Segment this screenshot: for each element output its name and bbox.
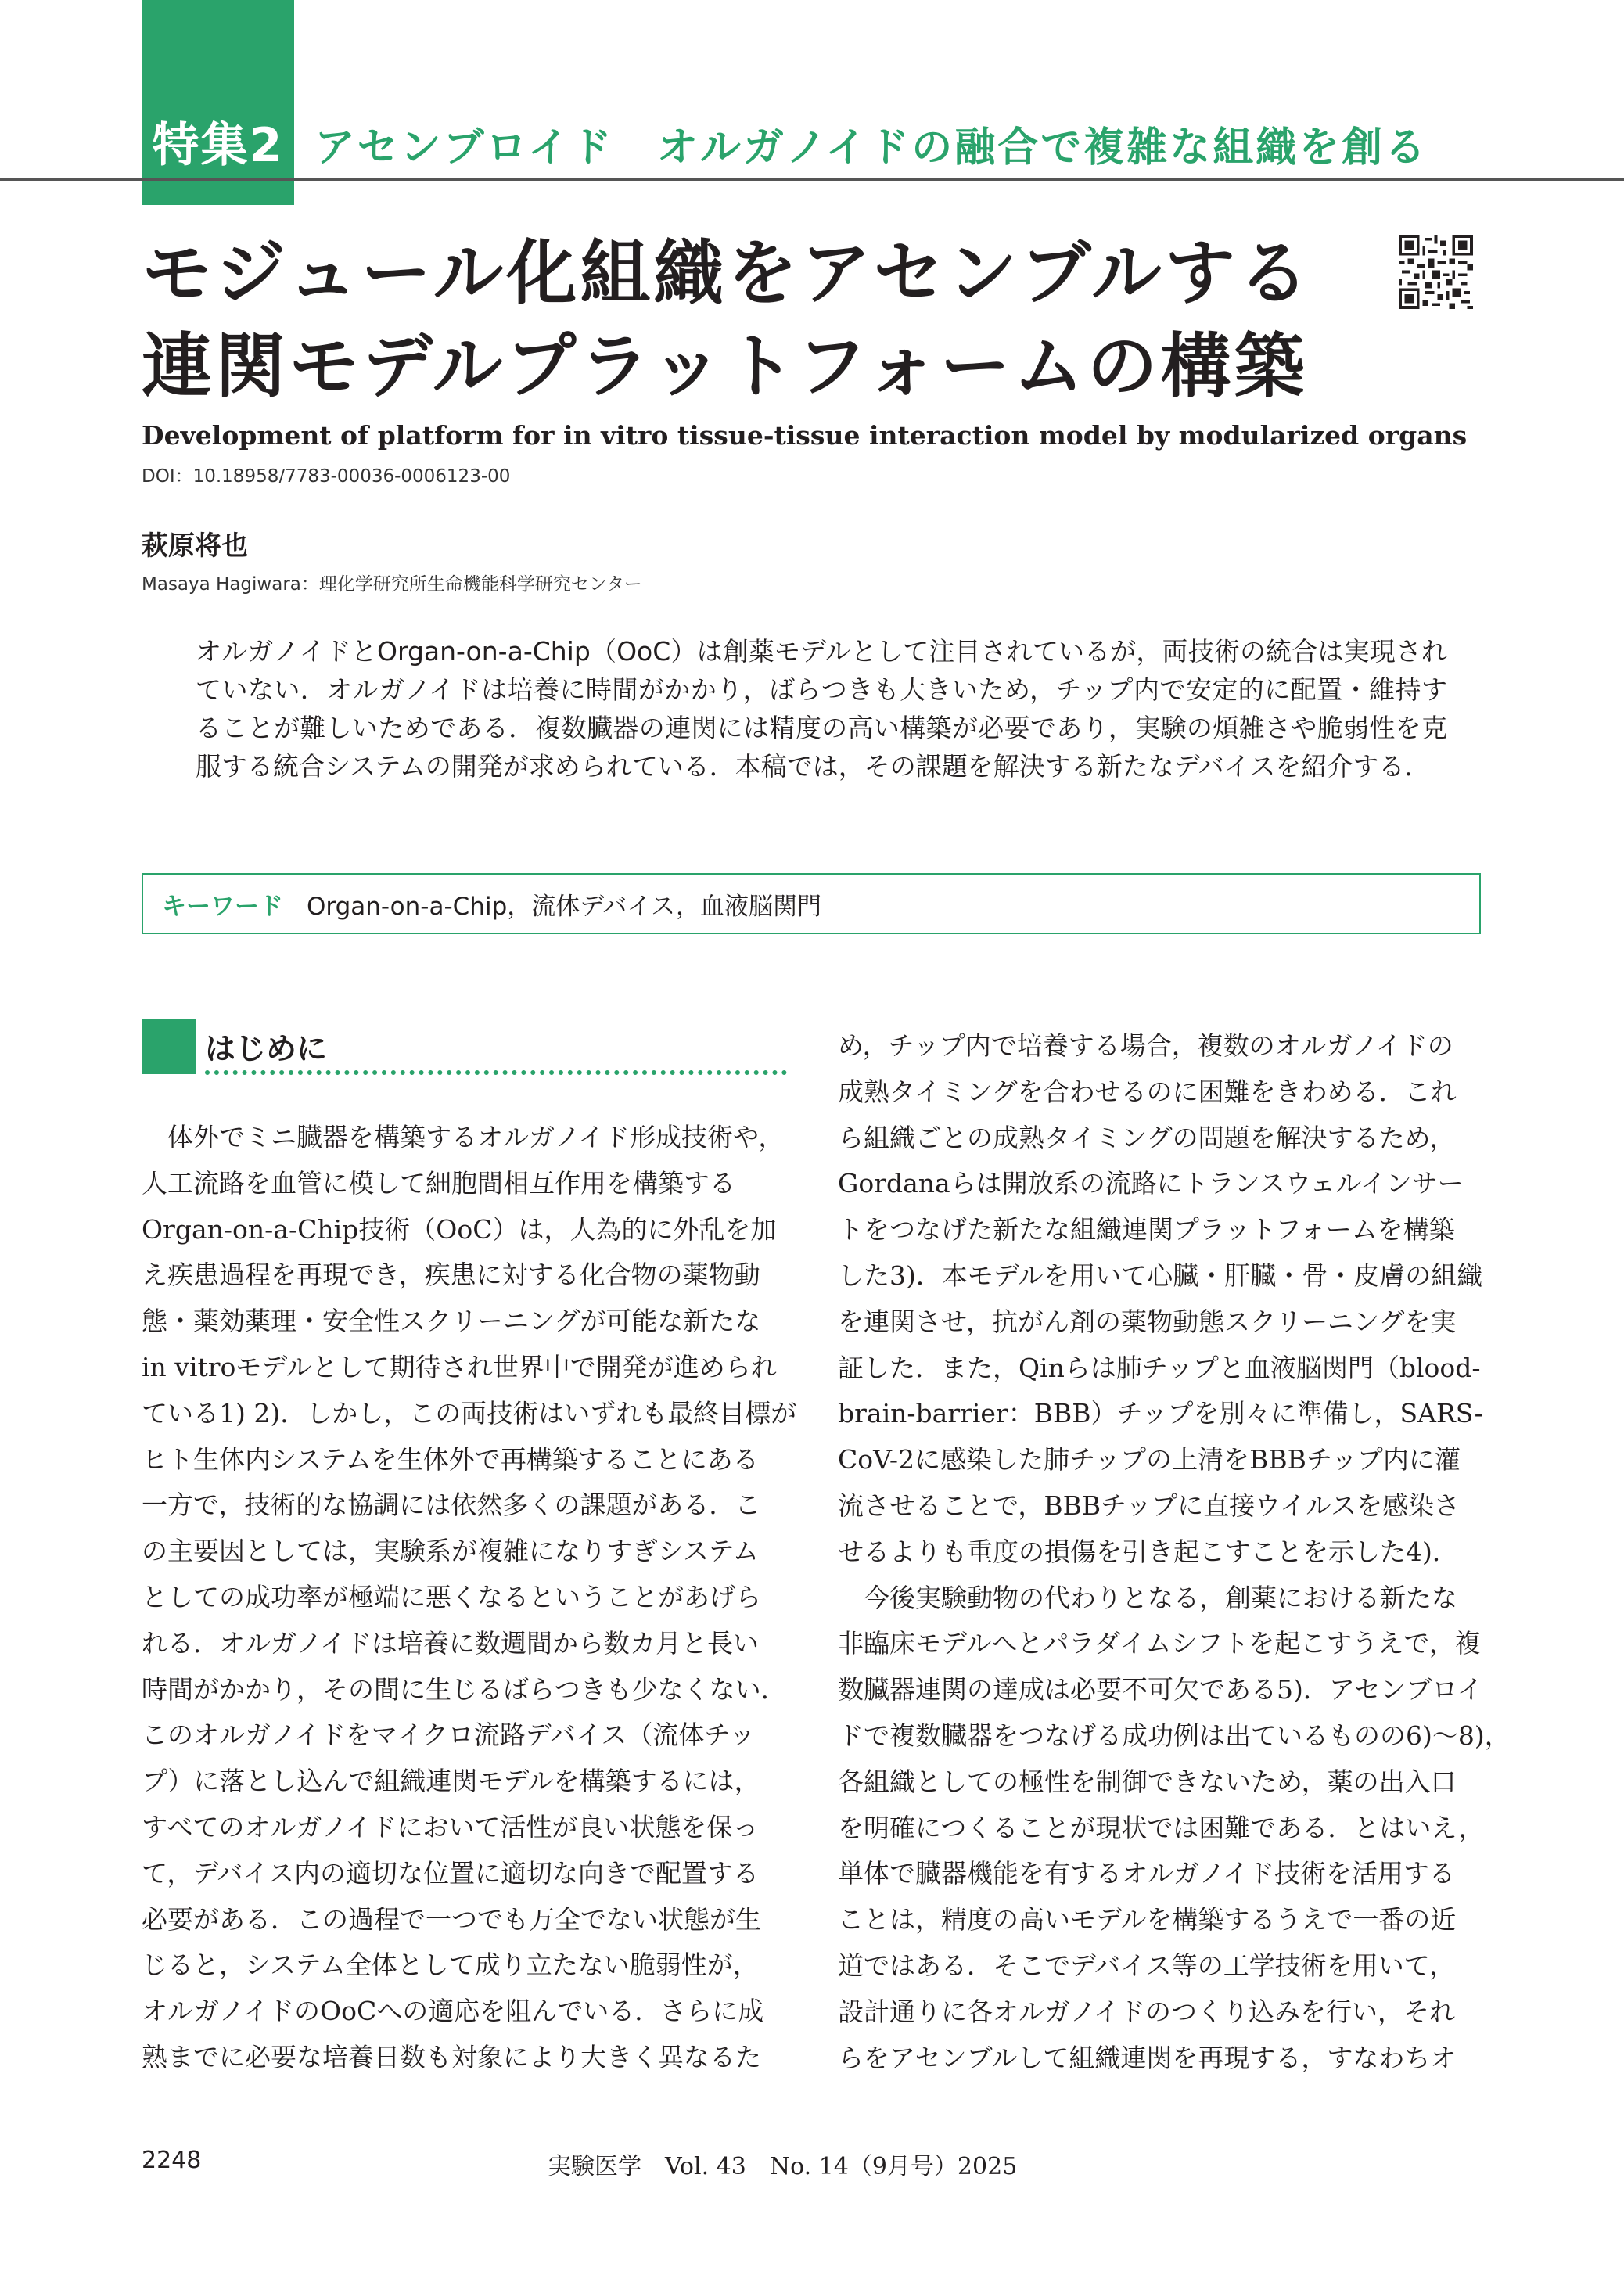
body-line: 今後実験動物の代わりとなる，創薬における新たな <box>838 1582 1457 1613</box>
body-line: Organ-on-a-Chip技術（OoC）は，人為的に外乱を加 <box>142 1213 777 1245</box>
body-line: CoV-2に感染した肺チップの上清をBBBチップ内に灌 <box>838 1444 1461 1475</box>
body-line: ら組織ごとの成熟タイミングの問題を解決するため， <box>838 1122 1456 1153</box>
body-line: 態・薬効薬理・安全性スクリーニングが可能な新たな <box>142 1306 761 1337</box>
body-line: 数臓器連関の達成は必要不可欠である5)．アセンブロイ <box>838 1674 1483 1705</box>
feature-title: アセンブロイド オルガノイドの融合で複雑な組織を創る <box>314 124 1428 171</box>
body-line: 各組織としての極性を制御できないため，薬の出入口 <box>838 1766 1457 1797</box>
body-line: 道ではある．そこでデバイス等の工学技術を用いて， <box>838 1950 1456 1981</box>
body-line: を連関させ，抗がん剤の薬物動態スクリーニングを実 <box>838 1306 1457 1337</box>
body-line: 熟までに必要な培養日数も対象により大きく異なるた <box>142 2041 761 2072</box>
header-rule <box>0 178 1624 181</box>
body-line: すべてのオルガノイドにおいて活性が良い状態を保っ <box>142 1811 759 1842</box>
doi-link[interactable]: DOI：10.18958/7783-00036-0006123-00 <box>142 466 511 487</box>
body-line: 体外でミニ臓器を構築するオルガノイド形成技術や， <box>142 1122 785 1152</box>
body-line: じると，システム全体として成り立たない脆弱性が， <box>142 1950 759 1981</box>
body-line: オルガノイドのOoCへの適応を阻んでいる．さらに成 <box>142 1996 764 2027</box>
section-marker-icon <box>142 1019 196 1074</box>
body-line: としての成功率が極端に悪くなるということがあげら <box>142 1581 761 1612</box>
body-line: ドで複数臓器をつなげる成功例は出ているものの6)～8)， <box>838 1720 1511 1751</box>
article-title-line-1: モジュール化組織をアセンブルする <box>142 232 1312 314</box>
body-line: 一方で，技術的な協調には依然多くの課題がある．こ <box>142 1490 761 1521</box>
page-number: 2248 <box>142 2147 202 2174</box>
keyword-label: キーワード <box>162 892 283 921</box>
journal-info: 実験医学 Vol. 43 No. 14（9月号）2025 <box>548 2153 1018 2180</box>
body-column-right <box>838 1023 1511 2081</box>
body-line: ことは，精度の高いモデルを構築するうえで一番の近 <box>838 1904 1457 1935</box>
body-column-left <box>142 1115 797 2081</box>
english-title: Development of platform for in vitro tissue-tissue interaction model by modularized organs <box>142 420 1468 451</box>
body-line: Gordanaらは開放系の流路にトランスウェルインサー <box>838 1168 1464 1199</box>
body-line: れる．オルガノイドは培養に数週間から数カ月と長い <box>142 1627 760 1659</box>
qr-code-icon <box>1399 235 1473 309</box>
body-line: 成熟タイミングを合わせるのに困難をきわめる．これ <box>838 1076 1457 1107</box>
keyword-list: Organ-on-a-Chip，流体デバイス，血液脳関門 <box>307 892 822 921</box>
body-line: め，チップ内で培養する場合，複数のオルガノイドの <box>838 1030 1453 1061</box>
body-line: せるよりも重度の損傷を引き起こすことを示した4)． <box>838 1536 1458 1567</box>
body-line: プ）に落とし込んで組織連関モデルを構築するには， <box>142 1766 760 1797</box>
body-line: 人工流路を血管に模して細胞間相互作用を構築する <box>142 1167 735 1199</box>
body-line: した3)．本モデルを用いて心臓・肝臓・骨・皮膚の組織 <box>838 1260 1483 1291</box>
body-line: トをつなげた新たな組織連関プラットフォームを構築 <box>838 1214 1455 1245</box>
body-line: in vitroモデルとして期待され世界中で開発が進められ <box>142 1351 777 1382</box>
feature-tag <box>142 0 294 205</box>
body-line: の主要因としては，実験系が複雑になりすぎシステム <box>142 1536 759 1567</box>
body-line: 必要がある．この過程で一つでも万全でない状態が生 <box>142 1903 761 1935</box>
body-line: ヒト生体内システムを生体外で再構築することにある <box>142 1443 759 1475</box>
article-title-line-2: 連関モデルプラットフォームの構築 <box>142 325 1308 408</box>
abstract-text: オルガノイドとOrgan-on-a-Chip（OoC）は創薬モデルとして注目されているが，両技術の統合は実現されていない．オルガノイドは培養に時間がかかり，ばらつきも大きいため，チップ内で安定的に配置・維持することが難しいためである．複数臓器の連関には精度の高い構築が必要であり，実験の煩雑さや脆弱性を克服する統合システムの開発が求められている．本稿では，その課題を解決する新たなデバイスを紹介する． <box>196 636 1447 782</box>
body-line: このオルガノイドをマイクロ流路デバイス（流体チッ <box>142 1720 756 1751</box>
author-name: 萩原将也 <box>142 530 248 562</box>
body-line: 非臨床モデルへとパラダイムシフトを起こすうえで，複 <box>838 1628 1481 1659</box>
feature-tag-label: 特集2 <box>152 118 284 173</box>
body-line: て，デバイス内の適切な位置に適切な向きで配置する <box>142 1857 760 1889</box>
body-line: を明確につくることが現状では困難である．とはいえ， <box>838 1812 1485 1843</box>
section-title: はじめに <box>205 1032 328 1067</box>
body-line: 証した．また，Qinらは肺チップと血液脳関門（blood- <box>838 1352 1481 1383</box>
body-line: 単体で臓器機能を有するオルガノイド技術を活用する <box>838 1858 1456 1889</box>
body-line: 流させることで，BBBチップに直接ウイルスを感染さ <box>838 1490 1461 1521</box>
body-line: 時間がかかり，その間に生じるばらつきも少なくない． <box>142 1673 787 1705</box>
section-divider <box>205 1070 787 1075</box>
author-affiliation: Masaya Hagiwara：理化学研究所生命機能科学研究センター <box>142 574 642 595</box>
body-line: え疾患過程を再現でき，疾患に対する化合物の薬物動 <box>142 1260 760 1291</box>
keyword-box <box>142 873 1481 934</box>
body-line: ている1) 2)．しかし，この両技術はいずれも最終目標が <box>142 1397 797 1429</box>
body-line: 設計通りに各オルガノイドのつくり込みを行い，それ <box>838 1996 1456 2027</box>
body-line: brain-barrier：BBB）チップを別々に準備し，SARS- <box>838 1398 1483 1429</box>
body-line: らをアセンブルして組織連関を再現する，すなわちオ <box>838 2042 1457 2073</box>
